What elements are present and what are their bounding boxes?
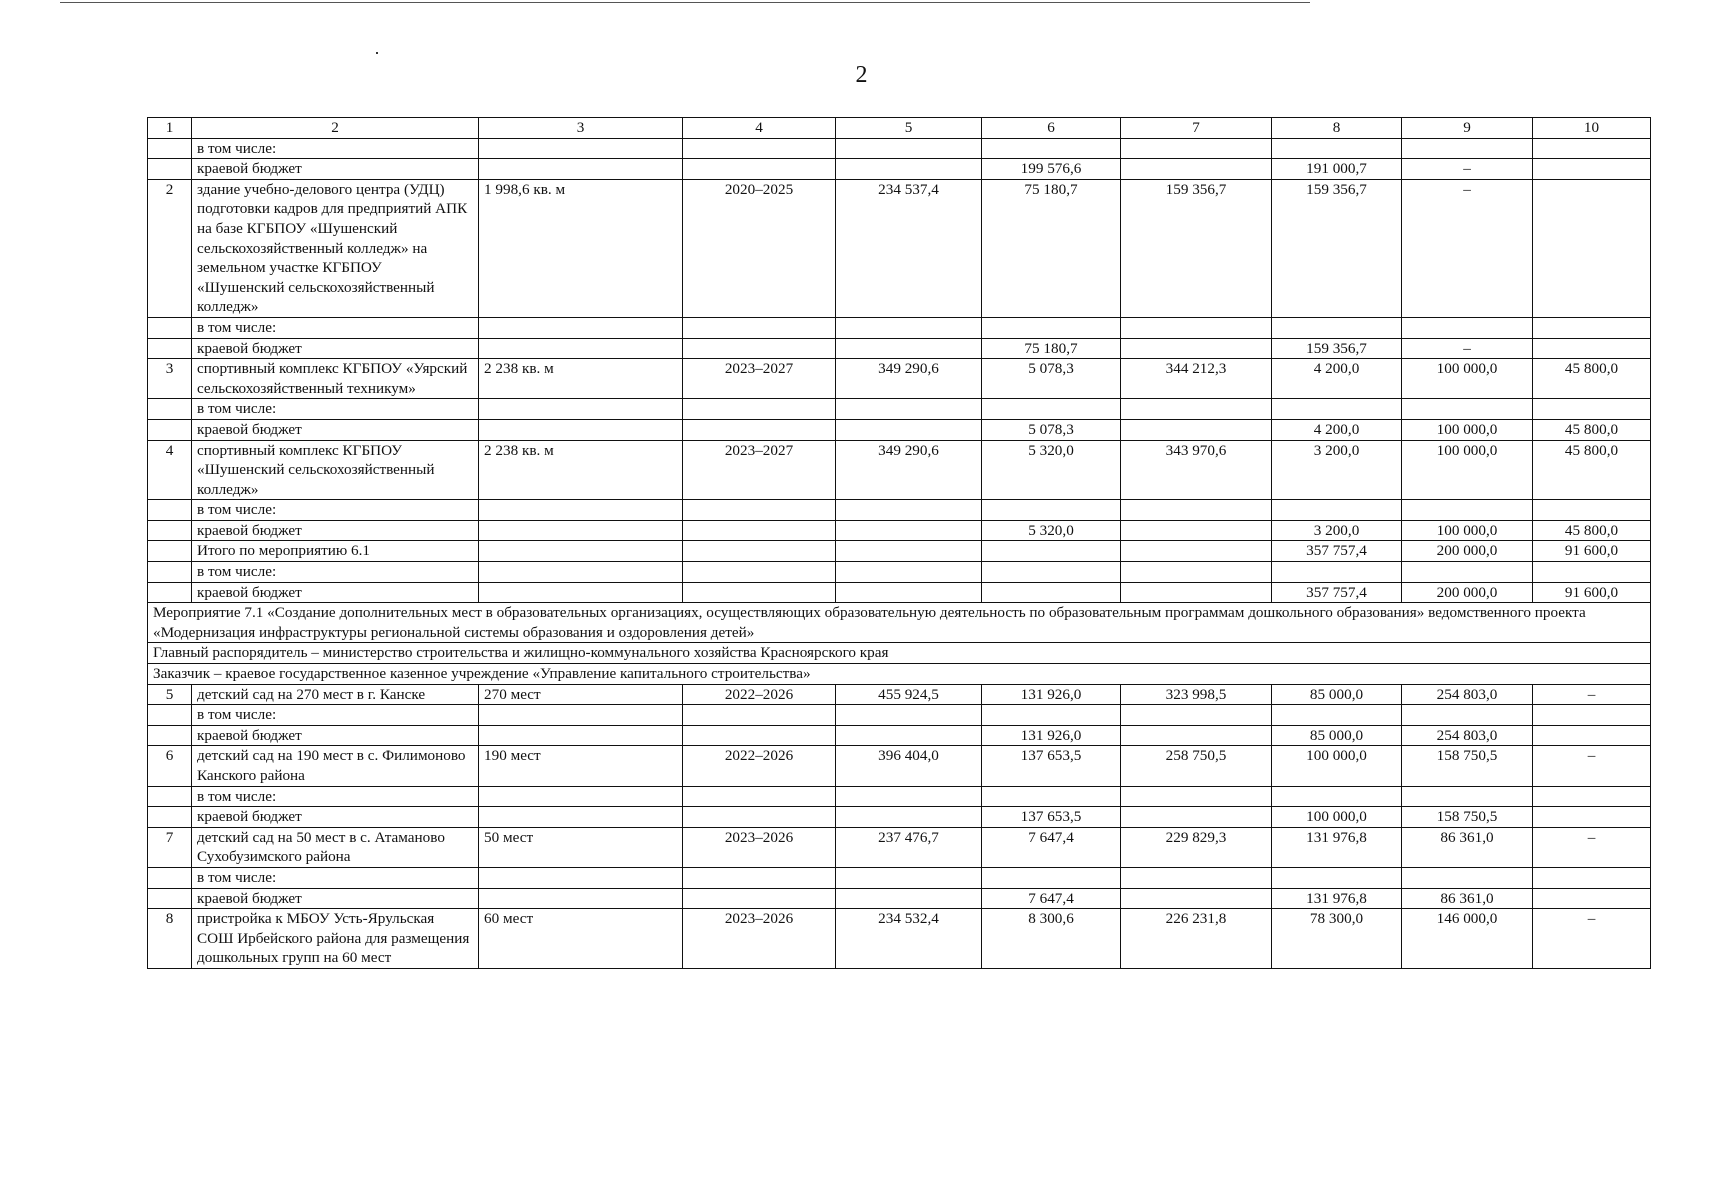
col9-value: 254 803,0 <box>1402 684 1533 705</box>
row-number <box>148 419 192 440</box>
col7-value <box>1121 338 1272 359</box>
col6-value <box>982 562 1121 583</box>
scan-speck <box>376 52 378 54</box>
total-cost-cell: 234 537,4 <box>836 179 982 317</box>
total-cost-cell <box>836 338 982 359</box>
column-header: 4 <box>683 118 836 139</box>
col7-value: 226 231,8 <box>1121 909 1272 969</box>
col10-value <box>1533 317 1651 338</box>
total-cost-cell: 349 290,6 <box>836 440 982 500</box>
period-cell <box>683 159 836 180</box>
col9-value: 254 803,0 <box>1402 725 1533 746</box>
row-number <box>148 399 192 420</box>
table-row <box>148 827 1651 867</box>
col6-value: 75 180,7 <box>982 338 1121 359</box>
col7-value <box>1121 138 1272 159</box>
col8-value: 78 300,0 <box>1272 909 1402 969</box>
col6-value <box>982 138 1121 159</box>
col9-value: – <box>1402 159 1533 180</box>
col7-value: 159 356,7 <box>1121 179 1272 317</box>
item-name: здание учебно-делового центра (УДЦ) подготовки кадров для предприятий АПК на базе КГБПОУ «Шушенский сельскохозяйственный колледж» на земельном участке КГБПОУ «Шушенский сельскохозяйственный колледж» <box>192 179 479 317</box>
col9-value: 100 000,0 <box>1402 359 1533 399</box>
row-number <box>148 138 192 159</box>
col7-value <box>1121 705 1272 726</box>
table-row <box>148 419 1651 440</box>
capacity-cell: 50 мест <box>479 827 683 867</box>
total-cost-cell <box>836 399 982 420</box>
col9-value: 200 000,0 <box>1402 582 1533 603</box>
col8-value: 159 356,7 <box>1272 179 1402 317</box>
capacity-cell: 1 998,6 кв. м <box>479 179 683 317</box>
capacity-cell <box>479 725 683 746</box>
column-header: 6 <box>982 118 1121 139</box>
period-cell: 2023–2027 <box>683 359 836 399</box>
col7-value: 229 829,3 <box>1121 827 1272 867</box>
item-name: краевой бюджет <box>192 888 479 909</box>
col6-value: 131 926,0 <box>982 684 1121 705</box>
row-number <box>148 705 192 726</box>
col10-value <box>1533 888 1651 909</box>
col10-value <box>1533 562 1651 583</box>
capacity-cell <box>479 562 683 583</box>
col6-value <box>982 786 1121 807</box>
row-number: 7 <box>148 827 192 867</box>
section-row <box>148 664 1651 685</box>
item-name: в том числе: <box>192 399 479 420</box>
table-row <box>148 440 1651 500</box>
column-header: 1 <box>148 118 192 139</box>
item-name: спортивный комплекс КГБПОУ «Шушенский сельскохозяйственный колледж» <box>192 440 479 500</box>
table-row <box>148 159 1651 180</box>
col9-value <box>1402 705 1533 726</box>
capacity-cell: 190 мест <box>479 746 683 786</box>
total-cost-cell <box>836 725 982 746</box>
col7-value <box>1121 159 1272 180</box>
table-row <box>148 359 1651 399</box>
col10-value <box>1533 500 1651 521</box>
total-cost-cell <box>836 705 982 726</box>
col9-value: 158 750,5 <box>1402 746 1533 786</box>
row-number <box>148 338 192 359</box>
col8-value: 357 757,4 <box>1272 541 1402 562</box>
col8-value: 85 000,0 <box>1272 684 1402 705</box>
capacity-cell: 2 238 кв. м <box>479 440 683 500</box>
col7-value: 258 750,5 <box>1121 746 1272 786</box>
col10-value: – <box>1533 909 1651 969</box>
item-name: детский сад на 50 мест в с. Атаманово Сухобузимского района <box>192 827 479 867</box>
col10-value <box>1533 179 1651 317</box>
col8-value: 4 200,0 <box>1272 359 1402 399</box>
capacity-cell <box>479 159 683 180</box>
table-row <box>148 746 1651 786</box>
table-row <box>148 888 1651 909</box>
col6-value: 5 078,3 <box>982 419 1121 440</box>
col9-value <box>1402 867 1533 888</box>
table-row <box>148 582 1651 603</box>
column-header: 9 <box>1402 118 1533 139</box>
row-number <box>148 500 192 521</box>
col7-value <box>1121 867 1272 888</box>
col8-value: 100 000,0 <box>1272 746 1402 786</box>
capacity-cell <box>479 520 683 541</box>
period-cell: 2020–2025 <box>683 179 836 317</box>
item-name: краевой бюджет <box>192 338 479 359</box>
capacity-cell <box>479 541 683 562</box>
total-cost-cell: 396 404,0 <box>836 746 982 786</box>
period-cell <box>683 888 836 909</box>
col7-value <box>1121 541 1272 562</box>
item-name: в том числе: <box>192 500 479 521</box>
col9-value <box>1402 786 1533 807</box>
col10-value <box>1533 338 1651 359</box>
period-cell <box>683 725 836 746</box>
total-cost-cell <box>836 786 982 807</box>
col6-value <box>982 867 1121 888</box>
row-number <box>148 888 192 909</box>
col9-value: – <box>1402 338 1533 359</box>
col8-value <box>1272 562 1402 583</box>
table-row <box>148 399 1651 420</box>
col8-value <box>1272 399 1402 420</box>
item-name: детский сад на 190 мест в с. Филимоново Канского района <box>192 746 479 786</box>
chief-manager: Главный распорядитель – министерство строительства и жилищно-коммунального хозяйства Красноярского края <box>148 643 1651 664</box>
col8-value: 3 200,0 <box>1272 520 1402 541</box>
col9-value <box>1402 500 1533 521</box>
col10-value: 45 800,0 <box>1533 440 1651 500</box>
table-row <box>148 317 1651 338</box>
capacity-cell <box>479 500 683 521</box>
item-name: в том числе: <box>192 786 479 807</box>
capacity-cell <box>479 338 683 359</box>
row-number <box>148 786 192 807</box>
capacity-cell <box>479 786 683 807</box>
row-number <box>148 159 192 180</box>
period-cell: 2023–2027 <box>683 440 836 500</box>
col10-value: 45 800,0 <box>1533 419 1651 440</box>
item-name: в том числе: <box>192 562 479 583</box>
total-cost-cell <box>836 541 982 562</box>
col6-value <box>982 541 1121 562</box>
period-cell <box>683 399 836 420</box>
period-cell <box>683 562 836 583</box>
total-cost-cell <box>836 867 982 888</box>
col10-value: 91 600,0 <box>1533 582 1651 603</box>
period-cell <box>683 582 836 603</box>
item-name: в том числе: <box>192 317 479 338</box>
col7-value: 323 998,5 <box>1121 684 1272 705</box>
top-border-line <box>60 2 1310 3</box>
col10-value: 45 800,0 <box>1533 520 1651 541</box>
row-number: 4 <box>148 440 192 500</box>
total-cost-cell <box>836 159 982 180</box>
col9-value <box>1402 317 1533 338</box>
col8-value: 131 976,8 <box>1272 888 1402 909</box>
col9-value: 100 000,0 <box>1402 419 1533 440</box>
row-number: 8 <box>148 909 192 969</box>
col9-value: 100 000,0 <box>1402 520 1533 541</box>
col6-value: 137 653,5 <box>982 746 1121 786</box>
item-name: в том числе: <box>192 138 479 159</box>
col8-value <box>1272 317 1402 338</box>
table-row <box>148 909 1651 969</box>
col8-value <box>1272 705 1402 726</box>
column-header: 3 <box>479 118 683 139</box>
row-number <box>148 317 192 338</box>
col9-value: 86 361,0 <box>1402 888 1533 909</box>
customer: Заказчик – краевое государственное казенное учреждение «Управление капитального строительства» <box>148 664 1651 685</box>
col9-value: 146 000,0 <box>1402 909 1533 969</box>
col9-value <box>1402 138 1533 159</box>
col9-value: 158 750,5 <box>1402 807 1533 828</box>
total-cost-cell <box>836 582 982 603</box>
capacity-cell <box>479 705 683 726</box>
row-number <box>148 562 192 583</box>
col10-value <box>1533 786 1651 807</box>
col9-value: – <box>1402 179 1533 317</box>
item-name: краевой бюджет <box>192 807 479 828</box>
capacity-cell <box>479 807 683 828</box>
period-cell <box>683 317 836 338</box>
column-header: 5 <box>836 118 982 139</box>
col7-value <box>1121 582 1272 603</box>
col10-value <box>1533 399 1651 420</box>
col9-value: 86 361,0 <box>1402 827 1533 867</box>
period-cell <box>683 520 836 541</box>
item-name: в том числе: <box>192 705 479 726</box>
col10-value <box>1533 138 1651 159</box>
table-row <box>148 338 1651 359</box>
section-row <box>148 643 1651 664</box>
col6-value: 7 647,4 <box>982 827 1121 867</box>
period-cell <box>683 705 836 726</box>
capacity-cell: 2 238 кв. м <box>479 359 683 399</box>
table-row <box>148 520 1651 541</box>
period-cell: 2022–2026 <box>683 746 836 786</box>
col7-value <box>1121 725 1272 746</box>
col6-value: 199 576,6 <box>982 159 1121 180</box>
row-number: 5 <box>148 684 192 705</box>
col10-value <box>1533 867 1651 888</box>
capacity-cell <box>479 399 683 420</box>
col8-value: 3 200,0 <box>1272 440 1402 500</box>
total-cost-cell <box>836 419 982 440</box>
period-cell <box>683 338 836 359</box>
table-row <box>148 562 1651 583</box>
row-number <box>148 867 192 888</box>
row-number <box>148 520 192 541</box>
col8-value <box>1272 867 1402 888</box>
table-row <box>148 867 1651 888</box>
col9-value: 200 000,0 <box>1402 541 1533 562</box>
item-name: краевой бюджет <box>192 419 479 440</box>
table-row <box>148 500 1651 521</box>
col8-value: 357 757,4 <box>1272 582 1402 603</box>
col9-value: 100 000,0 <box>1402 440 1533 500</box>
col8-value: 131 976,8 <box>1272 827 1402 867</box>
col7-value <box>1121 419 1272 440</box>
col6-value: 5 320,0 <box>982 520 1121 541</box>
period-cell <box>683 419 836 440</box>
item-name: краевой бюджет <box>192 520 479 541</box>
col7-value: 343 970,6 <box>1121 440 1272 500</box>
period-cell <box>683 867 836 888</box>
total-cost-cell <box>836 807 982 828</box>
col10-value: 91 600,0 <box>1533 541 1651 562</box>
col7-value <box>1121 520 1272 541</box>
event-title: Мероприятие 7.1 «Создание дополнительных мест в образовательных организациях, осуществляющих образовательную деятельность по образовательным программам дошкольного образования» ведомственного проекта «Модернизация инфраструктуры региональной системы образования и оздоровления детей» <box>148 603 1651 643</box>
col6-value: 8 300,6 <box>982 909 1121 969</box>
total-cost-cell: 349 290,6 <box>836 359 982 399</box>
total-cost-cell <box>836 562 982 583</box>
total-cost-cell: 455 924,5 <box>836 684 982 705</box>
total-cost-cell <box>836 888 982 909</box>
col10-value: – <box>1533 746 1651 786</box>
total-cost-cell <box>836 138 982 159</box>
total-cost-cell <box>836 317 982 338</box>
col6-value: 5 078,3 <box>982 359 1121 399</box>
capacity-cell <box>479 582 683 603</box>
capacity-cell <box>479 888 683 909</box>
capacity-cell <box>479 867 683 888</box>
col10-value: – <box>1533 827 1651 867</box>
col8-value: 100 000,0 <box>1272 807 1402 828</box>
col7-value <box>1121 786 1272 807</box>
table-row <box>148 179 1651 317</box>
col6-value: 137 653,5 <box>982 807 1121 828</box>
col7-value: 344 212,3 <box>1121 359 1272 399</box>
column-header: 10 <box>1533 118 1651 139</box>
col9-value <box>1402 562 1533 583</box>
period-cell: 2022–2026 <box>683 684 836 705</box>
table-row <box>148 541 1651 562</box>
col10-value <box>1533 807 1651 828</box>
col8-value: 4 200,0 <box>1272 419 1402 440</box>
item-name: детский сад на 270 мест в г. Канске <box>192 684 479 705</box>
period-cell <box>683 500 836 521</box>
column-header: 2 <box>192 118 479 139</box>
period-cell <box>683 807 836 828</box>
col6-value: 5 320,0 <box>982 440 1121 500</box>
col9-value <box>1402 399 1533 420</box>
period-cell: 2023–2026 <box>683 909 836 969</box>
col8-value <box>1272 500 1402 521</box>
col6-value <box>982 582 1121 603</box>
col7-value <box>1121 807 1272 828</box>
col6-value: 75 180,7 <box>982 179 1121 317</box>
column-header: 7 <box>1121 118 1272 139</box>
col8-value: 191 000,7 <box>1272 159 1402 180</box>
total-cost-cell: 234 532,4 <box>836 909 982 969</box>
item-name: в том числе: <box>192 867 479 888</box>
col8-value <box>1272 786 1402 807</box>
col7-value <box>1121 562 1272 583</box>
table-row <box>148 807 1651 828</box>
item-name: Итого по мероприятию 6.1 <box>192 541 479 562</box>
item-name: пристройка к МБОУ Усть-Ярульская СОШ Ирбейского района для размещения дошкольных групп на 60 мест <box>192 909 479 969</box>
table-row <box>148 684 1651 705</box>
col10-value: 45 800,0 <box>1533 359 1651 399</box>
col8-value: 85 000,0 <box>1272 725 1402 746</box>
period-cell <box>683 541 836 562</box>
col6-value <box>982 399 1121 420</box>
total-cost-cell <box>836 520 982 541</box>
page-number: 2 <box>855 62 868 88</box>
col6-value <box>982 705 1121 726</box>
row-number <box>148 582 192 603</box>
col10-value: – <box>1533 684 1651 705</box>
col10-value <box>1533 705 1651 726</box>
capacity-cell: 270 мест <box>479 684 683 705</box>
row-number <box>148 541 192 562</box>
column-header: 8 <box>1272 118 1402 139</box>
col7-value <box>1121 399 1272 420</box>
col10-value <box>1533 159 1651 180</box>
item-name: краевой бюджет <box>192 582 479 603</box>
col7-value <box>1121 500 1272 521</box>
budget-table <box>147 117 1651 969</box>
capacity-cell: 60 мест <box>479 909 683 969</box>
table-row <box>148 725 1651 746</box>
table-row <box>148 786 1651 807</box>
item-name: краевой бюджет <box>192 159 479 180</box>
col6-value: 7 647,4 <box>982 888 1121 909</box>
capacity-cell <box>479 138 683 159</box>
total-cost-cell: 237 476,7 <box>836 827 982 867</box>
table-row <box>148 705 1651 726</box>
col6-value: 131 926,0 <box>982 725 1121 746</box>
col7-value <box>1121 317 1272 338</box>
total-cost-cell <box>836 500 982 521</box>
section-row <box>148 603 1651 643</box>
col8-value <box>1272 138 1402 159</box>
row-number: 2 <box>148 179 192 317</box>
row-number: 3 <box>148 359 192 399</box>
capacity-cell <box>479 317 683 338</box>
col7-value <box>1121 888 1272 909</box>
item-name: спортивный комплекс КГБПОУ «Уярский сельскохозяйственный техникум» <box>192 359 479 399</box>
header-row <box>148 118 1651 139</box>
period-cell <box>683 786 836 807</box>
row-number <box>148 807 192 828</box>
period-cell: 2023–2026 <box>683 827 836 867</box>
col6-value <box>982 317 1121 338</box>
col8-value: 159 356,7 <box>1272 338 1402 359</box>
item-name: краевой бюджет <box>192 725 479 746</box>
period-cell <box>683 138 836 159</box>
table-row <box>148 138 1651 159</box>
capacity-cell <box>479 419 683 440</box>
row-number: 6 <box>148 746 192 786</box>
col6-value <box>982 500 1121 521</box>
row-number <box>148 725 192 746</box>
col10-value <box>1533 725 1651 746</box>
